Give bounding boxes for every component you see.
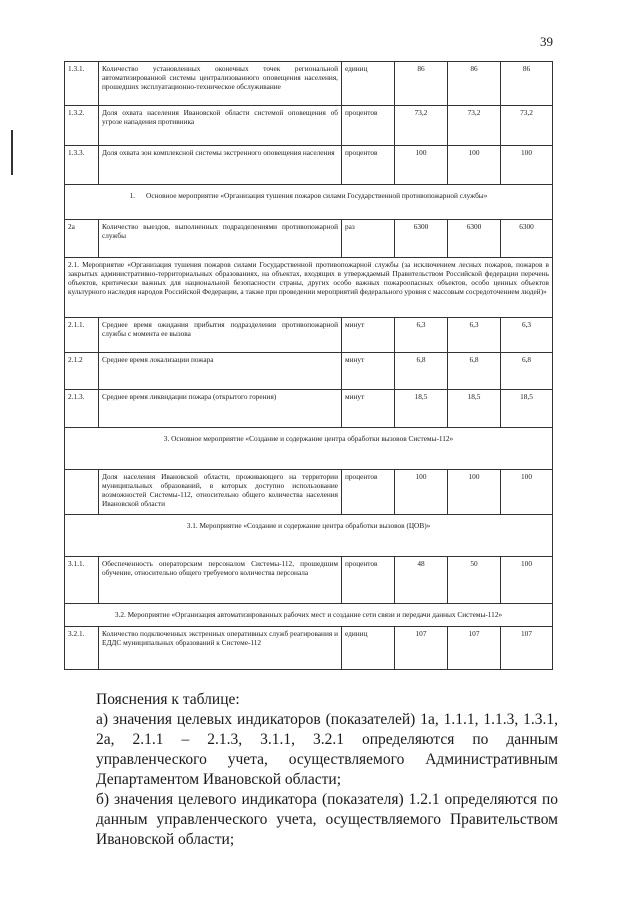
- section-heading: 3. Основное мероприятие «Создание и содержание центра обработки вызовов Системы-112»: [65, 428, 553, 470]
- note-a: а) значения целевых индикаторов (показателей) 1а, 1.1.1, 1.1.3, 1.3.1, 2а, 2.1.1 – 2.1.3, 3.1.1, 3.2.1 определяются по данным управленческого учета, осуществляемого Административным Департаментом Ивановской области;: [96, 711, 558, 788]
- value-cell: 18,5: [501, 390, 553, 428]
- value-cell: 73,2: [448, 106, 501, 146]
- table-row: [65, 318, 553, 353]
- table-row: [65, 353, 553, 390]
- section-row: [65, 515, 553, 557]
- table-row: [65, 62, 553, 106]
- value-cell: 6,3: [501, 318, 553, 353]
- section-heading: 1. Основное мероприятие «Организация тушения пожаров силами Государственной противопожарной службы»: [65, 185, 553, 220]
- indicator-description: Количество выездов, выполненных подразделениями противопожарной службы: [99, 220, 342, 258]
- value-cell: 107: [501, 627, 553, 670]
- indicators-table: [64, 61, 553, 670]
- table-row: [65, 106, 553, 146]
- value-cell: 100: [501, 470, 553, 515]
- table-row: [65, 557, 553, 604]
- notes-title: Пояснения к таблице:: [96, 691, 240, 708]
- scan-margin-mark: [11, 130, 13, 175]
- value-cell: 6300: [501, 220, 553, 258]
- indicator-number: [65, 470, 99, 515]
- value-cell: 18,5: [395, 390, 448, 428]
- indicator-description: Среднее время ожидания прибытия подразделения противопожарной службы с момента ее вызова: [99, 318, 342, 353]
- table-row: [65, 470, 553, 515]
- indicator-description: Количество подключенных экстренных оперативных служб реагирования и ЕДДС муниципальных образований к Системе-112: [99, 627, 342, 670]
- indicator-description: Среднее время локализации пожара: [99, 353, 342, 390]
- unit-cell: минут: [342, 390, 395, 428]
- section-row: [65, 428, 553, 470]
- indicator-description: Доля населения Ивановской области, проживающего на территории муниципальных образований, в которых доступно использование возможностей Системы-112, относительно общего количества населения Ивановской области: [99, 470, 342, 515]
- indicator-number: 2а: [65, 220, 99, 258]
- value-cell: 6,8: [501, 353, 553, 390]
- indicator-number: 2.1.3.: [65, 390, 99, 428]
- value-cell: 107: [395, 627, 448, 670]
- unit-cell: раз: [342, 220, 395, 258]
- table-row: [65, 146, 553, 185]
- indicator-number: 1.3.1.: [65, 62, 99, 106]
- note-b: б) значения целевого индикатора (показателя) 1.2.1 определяются по данным управленческого учета, осуществляемого Правительством Ивановской области;: [96, 791, 558, 848]
- indicator-description: Доля охвата зон комплексной системы экстренного оповещения населения: [99, 146, 342, 185]
- section-heading: 2.1. Мероприятие «Организация тушения пожаров силами Государственной противопожарной службы (за исключением лесных пожаров, пожаров в закрытых административно-территориальных образованиях, на объектах, входящих в утверждаемый Правительством Российской федерации перечень объектов, критически важных для национальной безопасности страны, других особо важных пожароопасных объектов, особо ценных объектов культурного наследия народов Российской Федерации, а также при проведении мероприятий федерального уровня с массовым сосредоточением людей)»: [65, 258, 553, 318]
- section-row: [65, 258, 553, 318]
- indicator-description: Среднее время ликвидации пожара (открытого горения): [99, 390, 342, 428]
- value-cell: 100: [448, 146, 501, 185]
- value-cell: 73,2: [395, 106, 448, 146]
- value-cell: 100: [448, 470, 501, 515]
- table-row: [65, 390, 553, 428]
- unit-cell: минут: [342, 353, 395, 390]
- section-row: [65, 185, 553, 220]
- value-cell: 107: [448, 627, 501, 670]
- unit-cell: процентов: [342, 470, 395, 515]
- value-cell: 6,3: [395, 318, 448, 353]
- section-heading: 3.1. Мероприятие «Создание и содержание центра обработки вызовов (ЦОВ)»: [65, 515, 553, 557]
- page-number: 39: [540, 34, 553, 49]
- indicator-number: 2.1.2: [65, 353, 99, 390]
- value-cell: 100: [501, 146, 553, 185]
- table-row: [65, 627, 553, 670]
- unit-cell: минут: [342, 318, 395, 353]
- value-cell: 86: [501, 62, 553, 106]
- table-row: [65, 220, 553, 258]
- unit-cell: процентов: [342, 146, 395, 185]
- unit-cell: процентов: [342, 557, 395, 604]
- value-cell: 6300: [395, 220, 448, 258]
- indicator-description: Доля охвата населения Ивановской области системой оповещения об угрозе нападения противника: [99, 106, 342, 146]
- value-cell: 86: [448, 62, 501, 106]
- value-cell: 100: [395, 146, 448, 185]
- value-cell: 6300: [448, 220, 501, 258]
- indicator-number: 3.1.1.: [65, 557, 99, 604]
- value-cell: 73,2: [501, 106, 553, 146]
- value-cell: 50: [448, 557, 501, 604]
- value-cell: 100: [395, 470, 448, 515]
- section-heading: 3.2. Мероприятие «Организация автоматизированных рабочих мест и создание сети связи и передачи данных Системы-112»: [65, 604, 553, 627]
- indicator-description: Количество установленных оконечных точек региональной автоматизированной системы централизованного оповещения населения, прошедших эксплуатационно-техническое обслуживание: [99, 62, 342, 106]
- indicator-number: 1.3.3.: [65, 146, 99, 185]
- table-notes: [96, 690, 558, 850]
- section-row: [65, 604, 553, 627]
- unit-cell: единиц: [342, 627, 395, 670]
- indicator-number: 3.2.1.: [65, 627, 99, 670]
- value-cell: 100: [501, 557, 553, 604]
- indicator-number: 2.1.1.: [65, 318, 99, 353]
- indicator-description: Обеспеченность операторским персоналом Системы-112, прошедшим обучение, относительно общего требуемого количества персонала: [99, 557, 342, 604]
- value-cell: 18,5: [448, 390, 501, 428]
- value-cell: 86: [395, 62, 448, 106]
- value-cell: 6,8: [395, 353, 448, 390]
- unit-cell: процентов: [342, 106, 395, 146]
- unit-cell: единиц: [342, 62, 395, 106]
- value-cell: 6,8: [448, 353, 501, 390]
- value-cell: 6,3: [448, 318, 501, 353]
- value-cell: 48: [395, 557, 448, 604]
- indicator-number: 1.3.2.: [65, 106, 99, 146]
